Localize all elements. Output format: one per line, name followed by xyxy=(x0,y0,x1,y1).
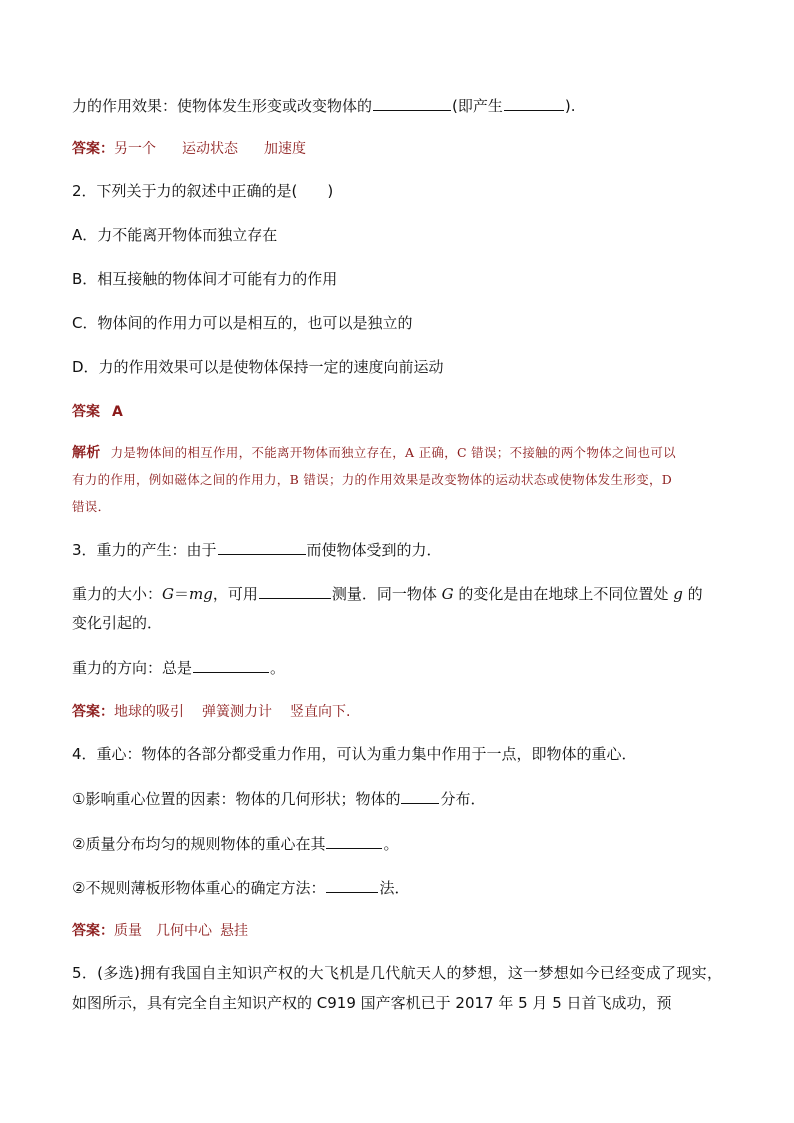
option-d: D．力的作用效果可以是使物体保持一定的速度向前运动 xyxy=(72,358,444,376)
gravity-direction-line xyxy=(72,657,285,678)
effect-text-2: (即产生 xyxy=(452,97,503,115)
explanation-label: 解析 xyxy=(72,445,101,461)
symbol-g-lower: g xyxy=(673,585,683,603)
q4-item-text: ②质量分布均匀的规则物体的重心在其 xyxy=(72,835,326,853)
q4-item-text-2: 。 xyxy=(383,835,399,853)
formula-mg: mg xyxy=(189,585,213,603)
answer-item: 竖直向下. xyxy=(290,704,351,720)
q4-item-text-2: 分布． xyxy=(440,790,486,808)
question-5: 5．(多选)拥有我国自主知识产权的大飞机是几代航天人的梦想，这一梦想如今已经变成了现实，如图所示，具有完全自主知识产权的 C919 国产客机已于 2017 年 5 月 5 日首飞成功，预 xyxy=(72,964,722,1012)
option-a: A．力不能离开物体而独立存在 xyxy=(72,226,278,244)
q4-item-text-2: 法． xyxy=(379,879,410,897)
answer-blank xyxy=(401,788,439,804)
answer-1 xyxy=(72,139,306,159)
answer-value: A xyxy=(112,404,123,420)
gravity-text: 重力的大小： xyxy=(72,585,163,603)
question-text: 3．重力的产生：由于 xyxy=(72,541,217,559)
gravity-text-3: 测量．同一物体 xyxy=(331,585,437,603)
option-c: C．物体间的作用力可以是相互的，也可以是独立的 xyxy=(72,314,413,332)
gravity-text-5: 的 xyxy=(687,585,703,603)
answer-blank xyxy=(193,657,269,673)
answer-blank xyxy=(373,95,451,111)
q4-item-2 xyxy=(72,833,398,854)
answer-label: 答案： xyxy=(72,141,114,157)
q4-item-text: ②不规则薄板形物体重心的确定方法： xyxy=(72,879,326,897)
explanation-line-3: 错误． xyxy=(72,499,111,514)
answer-label: 答案 xyxy=(72,404,100,420)
answer-2 xyxy=(72,402,123,422)
effect-text-3: ). xyxy=(564,97,576,115)
direction-text: 重力的方向：总是 xyxy=(72,659,193,677)
symbol-g-upper: G xyxy=(441,585,454,603)
formula-equals: ＝ xyxy=(174,585,190,603)
answer-item: 悬挂 xyxy=(220,923,248,939)
answer-item: 加速度 xyxy=(264,141,306,157)
answer-item: 运动状态 xyxy=(182,141,238,157)
question-2: 2．下列关于力的叙述中正确的是( ) xyxy=(72,182,334,200)
explanation-text: 力是物体间的相互作用，不能离开物体而独立存在，A 正确，C 错误；不接触的两个物体之间也可以 xyxy=(110,445,676,460)
question-text-2: 而使物体受到的力． xyxy=(306,541,442,559)
explanation-line-2: 有力的作用，例如磁体之间的作用力，B 错误；力的作用效果是改变物体的运动状态或使物体发生形变，D xyxy=(72,472,673,487)
answer-item: 地球的吸引 xyxy=(114,704,184,720)
option-b: B．相互接触的物体间才可能有力的作用 xyxy=(72,270,338,288)
gravity-magnitude-line-2: 变化引起的． xyxy=(72,614,163,632)
gravity-magnitude-line xyxy=(72,583,703,604)
answer-blank xyxy=(326,877,378,893)
question-3 xyxy=(72,539,442,560)
effect-line xyxy=(72,95,576,116)
answer-blank xyxy=(326,833,382,849)
question-4: 4．重心：物体的各部分都受重力作用，可认为重力集中作用于一点，即物体的重心． xyxy=(72,745,637,763)
q4-item-3 xyxy=(72,877,409,898)
direction-text-2: 。 xyxy=(270,659,286,677)
answer-blank xyxy=(218,539,306,555)
effect-text: 力的作用效果：使物体发生形变或改变物体的 xyxy=(72,97,373,115)
formula-g: G xyxy=(162,585,174,603)
explanation-line-1 xyxy=(72,443,676,463)
answer-blank xyxy=(504,95,564,111)
q4-item-1 xyxy=(72,788,485,809)
answer-label: 答案： xyxy=(72,923,114,939)
answer-item: 另一个 xyxy=(114,141,156,157)
gravity-text-4: 的变化是由在地球上不同位置处 xyxy=(458,585,669,603)
answer-label: 答案： xyxy=(72,704,114,720)
q4-item-text: ①影响重心位置的因素：物体的几何形状；物体的 xyxy=(72,790,401,808)
answer-3 xyxy=(72,702,350,722)
answer-blank xyxy=(259,583,331,599)
answer-item: 弹簧测力计 xyxy=(202,704,272,720)
answer-item: 质量 xyxy=(114,923,142,939)
gravity-text-2: ，可用 xyxy=(212,585,258,603)
answer-item: 几何中心 xyxy=(156,923,212,939)
answer-4 xyxy=(72,921,248,941)
